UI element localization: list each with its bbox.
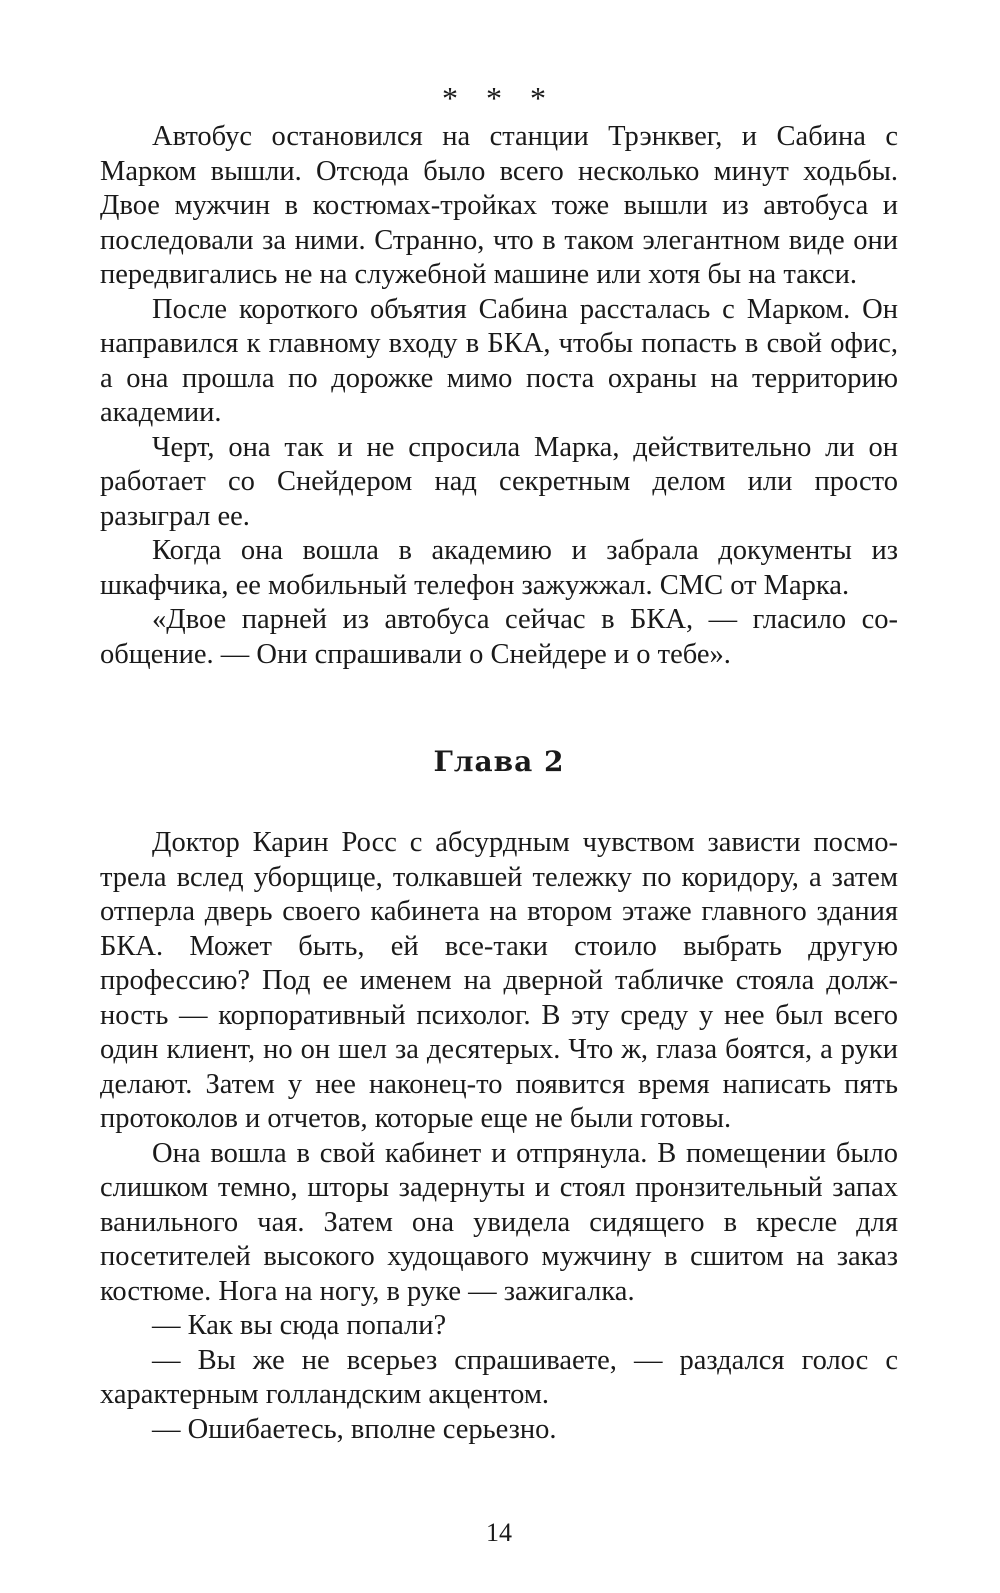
paragraph: Она вошла в свой кабинет и отпрянула. В помещении было слишком темно, шторы задернуты и стоял пронзительный запах ванильного чая. Затем она увидела сидящего в кресле для посетителей высокого худощавого мужчину в сшитом на заказ костюме. Нога на ногу, в руке — зажигалка. — [100, 1137, 898, 1307]
paragraph: Когда она вошла в академию и забрала документы из шкафчика, ее мобильный телефон зажужжал. СМС от Марка. — [100, 535, 898, 601]
book-page — [100, 78, 898, 1558]
paragraph: Автобус остановился на станции Трэнквег, и Сабина с Марком вышли. Отсюда было всего несколько минут ходьбы. Двое мужчин в костюмах-тройках тоже вышли из автобуса и последовали за ними. Странно, что в таком элегантном виде они передвигались не на служебной машине или хотя бы на такси. — [100, 121, 898, 290]
dialogue-line: — Вы же не всерьез спрашиваете, — раздался голос с характерным голландским акцентом. — [100, 1344, 898, 1410]
dialogue-line: — Ошибаетесь, вполне серьезно. — [152, 1413, 557, 1445]
section-separator: * * * — [442, 80, 556, 116]
paragraph: После короткого объятия Сабина рассталась с Марком. Он направился к главному входу в БКА, чтобы попасть в свой офис, а она прошла по дорожке мимо поста охраны на территорию академии. — [100, 293, 898, 428]
paragraph: Доктор Карин Росс с абсурдным чувством зависти посмотрела вслед уборщице, толкавшей тележку по коридору, а затем отперла дверь своего кабинета на втором этаже главного здания БКА. Может быть, ей все-таки стоило выбрать другую профессию? Под ее именем на дверной табличке стояла должность — корпоративный психолог. В эту среду у нее был всего один клиент, но он шел за десятерых. Что ж, глаза боятся, а руки делают. Затем у нее наконец-то появится время написать пять протоколов и отчетов, которые еще не были готовы. — [100, 827, 898, 1134]
paragraph: «Двое парней из автобуса сейчас в БКА, — гласило сообщение. — Они спрашивали о Снейдере и о тебе». — [100, 604, 898, 670]
page-number: 14 — [486, 1518, 512, 1547]
paragraph: Черт, она так и не спросила Марка, действительно ли он работает со Снейдером над секретным делом или просто разыграл ее. — [100, 431, 898, 532]
dialogue-line: — Как вы сюда попали? — [152, 1310, 447, 1341]
chapter-title: Глава 2 — [433, 745, 565, 778]
